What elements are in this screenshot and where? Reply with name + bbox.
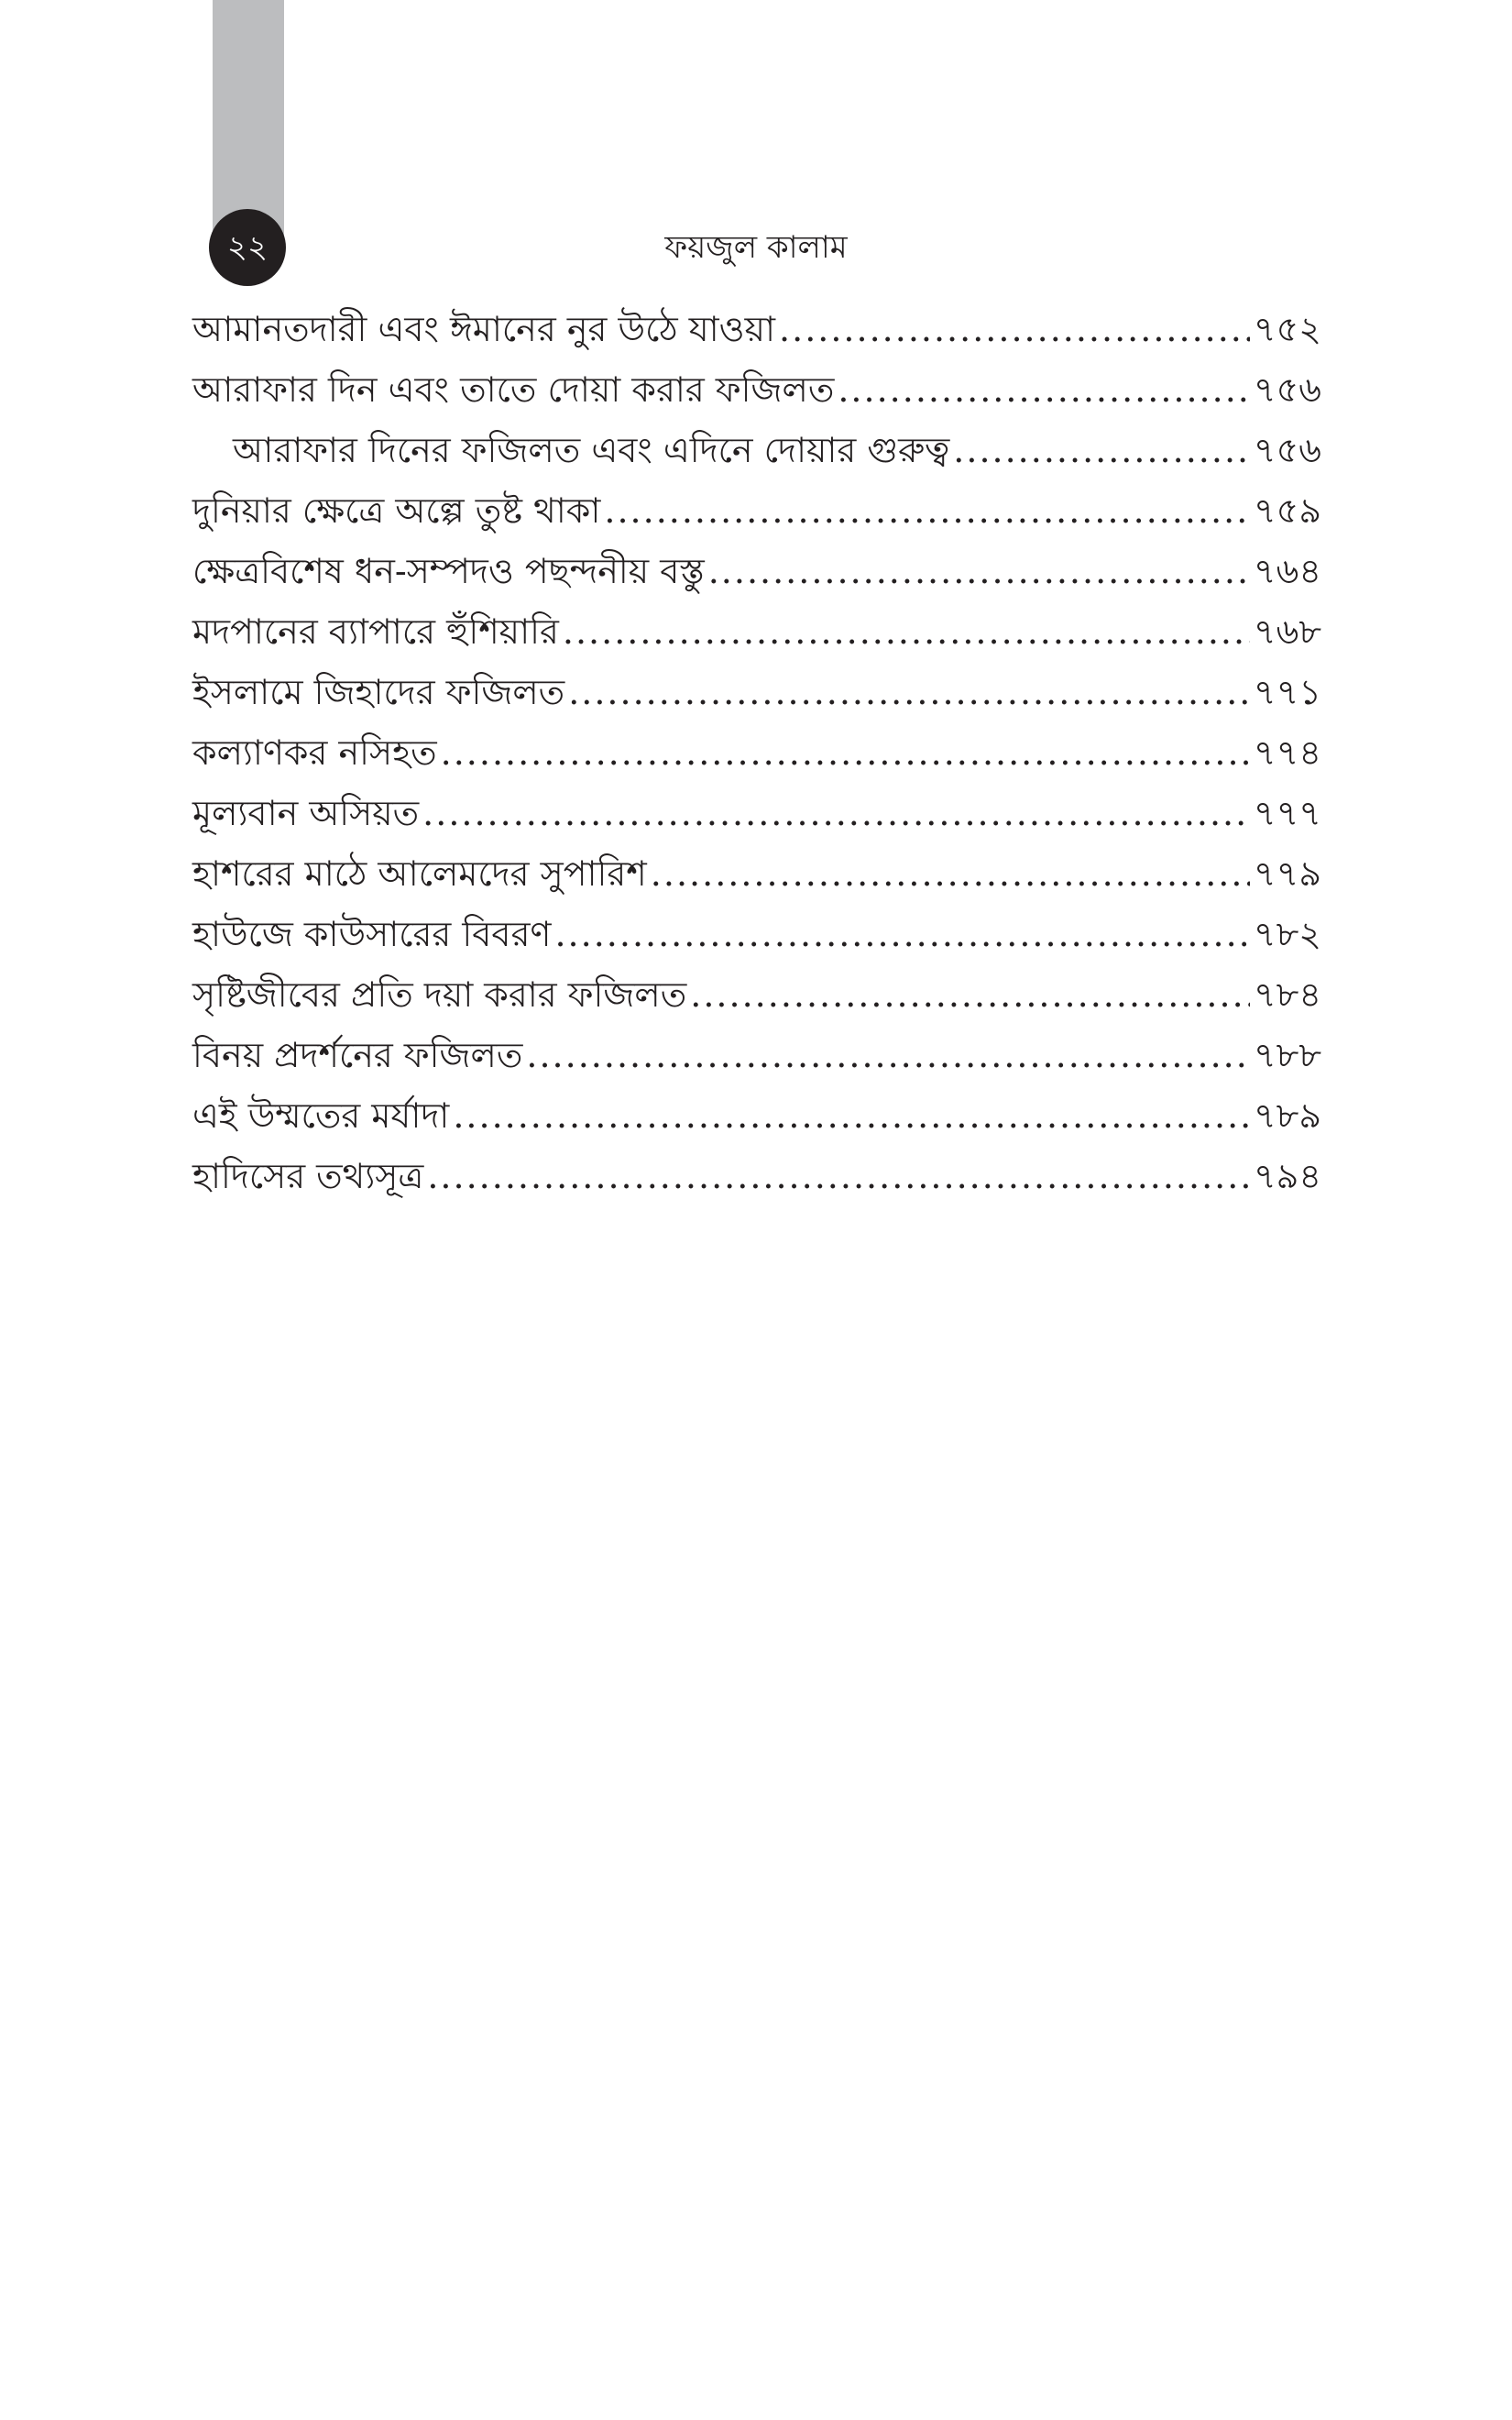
toc-entry-page: ৭৭৯ <box>1253 853 1321 894</box>
toc-entry[interactable] <box>192 904 1321 964</box>
toc-entry-page: ৭৭১ <box>1253 672 1321 712</box>
toc-entry-title: হাউজে কাউসারের বিবরণ <box>192 914 552 954</box>
toc-entry-title: আরাফার দিনের ফজিলত এবং এদিনে দোয়ার গুরুত্ব <box>233 430 950 470</box>
toc-entry-title: এই উম্মতের মর্যাদা <box>192 1095 450 1136</box>
dot-leader <box>441 722 1250 783</box>
toc-entry-page: ৭৭৭ <box>1253 793 1321 833</box>
toc-entry-title: ক্ষেত্রবিশেষ ধন-সম্পদও পছন্দনীয় বস্তু <box>192 551 705 591</box>
toc-entry[interactable] <box>192 1025 1321 1085</box>
toc-entry[interactable] <box>192 722 1321 783</box>
page-number: ২২ <box>226 229 268 266</box>
toc-entry-title: আরাফার দিন এবং তাতে দোয়া করার ফজিলত <box>192 369 835 410</box>
toc-entry-page: ৭৫৬ <box>1253 430 1321 470</box>
running-title: ফয়জুল কালাম <box>664 229 848 266</box>
toc-entry-page: ৭৮৪ <box>1253 974 1321 1015</box>
toc-entry-title: সৃষ্টিজীবের প্রতি দয়া করার ফজিলত <box>192 974 687 1015</box>
dot-leader <box>427 1146 1250 1206</box>
toc-entry[interactable] <box>192 843 1321 904</box>
toc-entry-page: ৭৭৪ <box>1253 732 1321 773</box>
toc-entry-page: ৭৮৯ <box>1253 1095 1321 1136</box>
dot-leader <box>422 783 1250 843</box>
dot-leader <box>651 843 1250 904</box>
toc-entry[interactable] <box>192 480 1321 541</box>
dot-leader <box>838 359 1250 420</box>
toc-entry-page: ৭৫৬ <box>1253 369 1321 410</box>
dot-leader <box>779 299 1250 359</box>
toc-entry[interactable] <box>192 1146 1321 1206</box>
toc-entry-title: হাদিসের তথ্যসূত্র <box>192 1156 424 1196</box>
toc-entry[interactable] <box>192 964 1321 1025</box>
toc-entry-title: দুনিয়ার ক্ষেত্রে অল্পে তুষ্ট থাকা <box>192 490 601 531</box>
dot-leader <box>563 601 1250 662</box>
toc-entry-page: ৭৮৮ <box>1253 1035 1321 1075</box>
side-tab-decoration <box>213 0 284 240</box>
dot-leader <box>708 541 1250 601</box>
toc-entry-title: হাশরের মাঠে আলেমদের সুপারিশ <box>192 853 647 894</box>
toc-subentry[interactable] <box>192 420 1321 480</box>
toc-entry-page: ৭৬৪ <box>1253 551 1321 591</box>
toc-entry-page: ৭৫৯ <box>1253 490 1321 531</box>
table-of-contents <box>192 299 1321 1206</box>
toc-entry-title: ইসলামে জিহাদের ফজিলত <box>192 672 565 712</box>
toc-entry[interactable] <box>192 601 1321 662</box>
dot-leader <box>604 480 1250 541</box>
dot-leader <box>526 1025 1250 1085</box>
dot-leader <box>554 904 1249 964</box>
dot-leader <box>953 420 1250 480</box>
dot-leader <box>568 662 1250 722</box>
toc-entry[interactable] <box>192 662 1321 722</box>
toc-entry[interactable] <box>192 359 1321 420</box>
toc-entry-page: ৭৮২ <box>1253 914 1321 954</box>
toc-entry[interactable] <box>192 1085 1321 1146</box>
toc-entry[interactable] <box>192 541 1321 601</box>
toc-entry[interactable] <box>192 783 1321 843</box>
toc-entry-title: মদপানের ব্যাপারে হুঁশিয়ারি <box>192 611 559 652</box>
toc-entry-title: বিনয় প্রদর্শনের ফজিলত <box>192 1035 523 1075</box>
toc-entry-page: ৭৬৮ <box>1253 611 1321 652</box>
toc-entry-title: মূল্যবান অসিয়ত <box>192 793 420 833</box>
dot-leader <box>690 964 1250 1025</box>
toc-entry-page: ৭৯৪ <box>1253 1156 1321 1196</box>
toc-entry-title: আমানতদারী এবং ঈমানের নুর উঠে যাওয়া <box>192 309 776 349</box>
toc-entry[interactable] <box>192 299 1321 359</box>
dot-leader <box>453 1085 1250 1146</box>
toc-entry-title: কল্যাণকর নসিহত <box>192 732 437 773</box>
toc-entry-page: ৭৫২ <box>1253 309 1321 349</box>
